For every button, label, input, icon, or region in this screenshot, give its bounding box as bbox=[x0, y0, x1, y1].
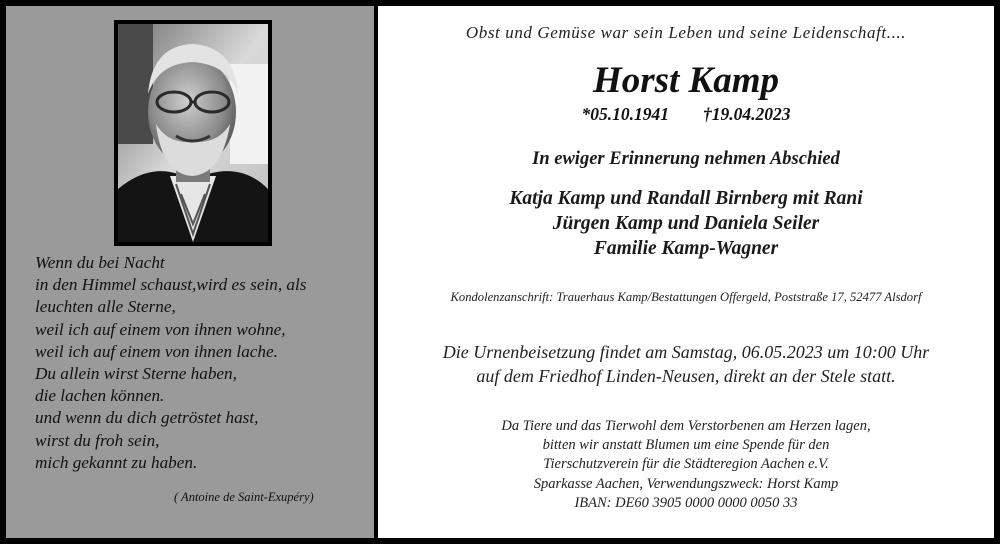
burial-info-line: Die Urnenbeisetzung findet am Samstag, 06.05.2023 um 10:00 Uhr bbox=[442, 342, 930, 362]
poem-line: leuchten alle Sterne, bbox=[35, 297, 176, 317]
deceased-name: Horst Kamp bbox=[592, 60, 780, 101]
poem-line: Wenn du bei Nacht bbox=[35, 253, 165, 272]
burial-info-line: auf dem Friedhof Linden-Neusen, direkt an der Stele statt. bbox=[476, 366, 896, 386]
poem-line: weil ich auf einem von ihnen wohne, bbox=[35, 319, 286, 339]
death-date: †19.04.2023 bbox=[703, 104, 791, 124]
farewell-line: In ewiger Erinnerung nehmen Abschied bbox=[532, 149, 840, 169]
donation-line: Sparkasse Aachen, Verwendungszweck: Horst Kamp bbox=[533, 476, 839, 492]
poem-line: die lachen können. bbox=[35, 386, 165, 406]
poem bbox=[35, 252, 370, 474]
poem-line: mich gekannt zu haben. bbox=[35, 452, 198, 472]
portrait-photo bbox=[114, 20, 272, 246]
right-panel bbox=[378, 6, 994, 538]
poem-author: ( Antoine de Saint-Exupéry) bbox=[174, 490, 314, 504]
condolence-address: Kondolenzanschrift: Trauerhaus Kamp/Bestattungen Offergeld, Poststraße 17, 52477 Alsdorf bbox=[450, 290, 922, 304]
donation-line: bitten wir anstatt Blumen um eine Spende für den bbox=[542, 437, 830, 453]
poem-line: weil ich auf einem von ihnen lache. bbox=[35, 341, 278, 361]
poem-line: in den Himmel schaust,wird es sein, als bbox=[35, 275, 307, 295]
poem-line: und wenn du dich getröstet hast, bbox=[35, 408, 259, 428]
left-panel bbox=[6, 6, 374, 538]
family-line: Katja Kamp und Randall Birnberg mit Rani bbox=[509, 188, 863, 209]
donation-line: Tierschutzverein für die Städteregion Aachen e.V. bbox=[543, 456, 829, 472]
motto: Obst und Gemüse war sein Leben und seine Leidenschaft.... bbox=[465, 23, 907, 42]
family-line: Familie Kamp-Wagner bbox=[593, 238, 779, 259]
life-dates bbox=[378, 104, 994, 125]
birth-date: *05.10.1941 bbox=[581, 104, 669, 124]
donation-line: Da Tiere und das Tierwohl dem Verstorbenen am Herzen lagen, bbox=[501, 418, 871, 434]
poem-line: Du allein wirst Sterne haben, bbox=[35, 364, 237, 384]
family-line: Jürgen Kamp und Daniela Seiler bbox=[552, 213, 820, 234]
donation-iban: IBAN: DE60 3905 0000 0000 0050 33 bbox=[574, 495, 798, 511]
poem-line: wirst du froh sein, bbox=[35, 430, 160, 450]
